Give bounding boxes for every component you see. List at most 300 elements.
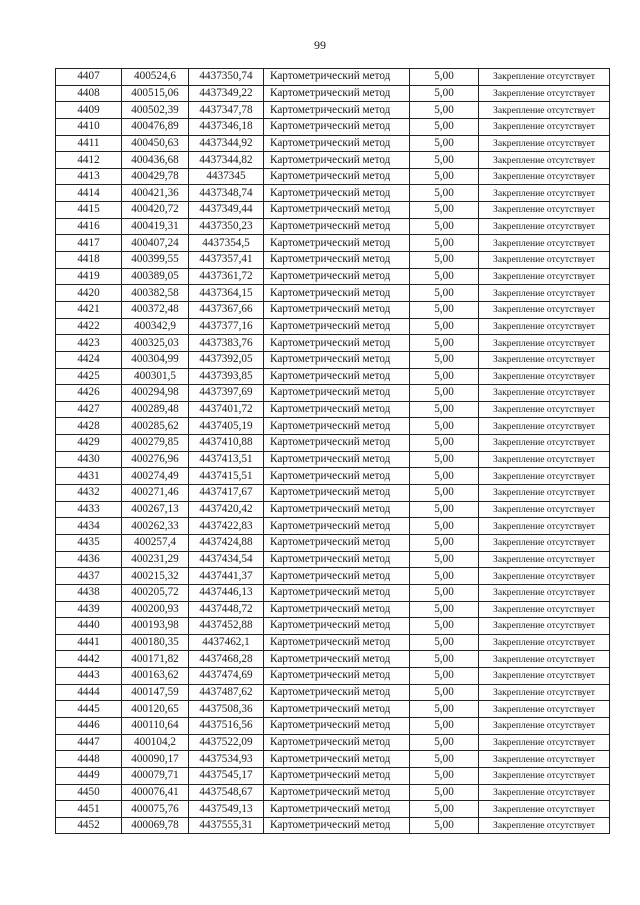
method-cell: Картометрический метод <box>264 601 410 618</box>
method-cell: Картометрический метод <box>264 168 410 185</box>
fixing-note-cell: Закрепление отсутствует <box>479 634 610 651</box>
table-row <box>56 717 610 734</box>
accuracy-cell: 5,00 <box>410 69 479 86</box>
y-coordinate-cell: 4437413,51 <box>189 451 264 468</box>
y-coordinate-cell: 4437361,72 <box>189 268 264 285</box>
method-cell: Картометрический метод <box>264 368 410 385</box>
accuracy-cell: 5,00 <box>410 534 479 551</box>
y-coordinate-cell: 4437534,93 <box>189 751 264 768</box>
y-coordinate-cell: 4437347,78 <box>189 102 264 119</box>
coordinates-table <box>55 68 610 834</box>
y-coordinate-cell: 4437349,22 <box>189 85 264 102</box>
point-number-cell: 4439 <box>56 601 122 618</box>
method-cell: Картометрический метод <box>264 152 410 169</box>
fixing-note-cell: Закрепление отсутствует <box>479 651 610 668</box>
fixing-note-cell: Закрепление отсутствует <box>479 102 610 119</box>
table-row <box>56 701 610 718</box>
table-row <box>56 218 610 235</box>
table-row <box>56 684 610 701</box>
point-number-cell: 4443 <box>56 668 122 685</box>
y-coordinate-cell: 4437549,13 <box>189 801 264 818</box>
accuracy-cell: 5,00 <box>410 801 479 818</box>
fixing-note-cell: Закрепление отсутствует <box>479 235 610 252</box>
x-coordinate-cell: 400301,5 <box>122 368 189 385</box>
fixing-note-cell: Закрепление отсутствует <box>479 301 610 318</box>
method-cell: Картометрический метод <box>264 551 410 568</box>
y-coordinate-cell: 4437354,5 <box>189 235 264 252</box>
table-row <box>56 301 610 318</box>
accuracy-cell: 5,00 <box>410 501 479 518</box>
x-coordinate-cell: 400524,6 <box>122 69 189 86</box>
accuracy-cell: 5,00 <box>410 185 479 202</box>
x-coordinate-cell: 400399,55 <box>122 252 189 269</box>
method-cell: Картометрический метод <box>264 268 410 285</box>
fixing-note-cell: Закрепление отсутствует <box>479 568 610 585</box>
table-row <box>56 568 610 585</box>
accuracy-cell: 5,00 <box>410 518 479 535</box>
fixing-note-cell: Закрепление отсутствует <box>479 534 610 551</box>
point-number-cell: 4445 <box>56 701 122 718</box>
y-coordinate-cell: 4437367,66 <box>189 301 264 318</box>
y-coordinate-cell: 4437487,62 <box>189 684 264 701</box>
method-cell: Картометрический метод <box>264 69 410 86</box>
x-coordinate-cell: 400147,59 <box>122 684 189 701</box>
accuracy-cell: 5,00 <box>410 152 479 169</box>
fixing-note-cell: Закрепление отсутствует <box>479 85 610 102</box>
fixing-note-cell: Закрепление отсутствует <box>479 252 610 269</box>
point-number-cell: 4423 <box>56 335 122 352</box>
x-coordinate-cell: 400342,9 <box>122 318 189 335</box>
table-row <box>56 285 610 302</box>
accuracy-cell: 5,00 <box>410 252 479 269</box>
accuracy-cell: 5,00 <box>410 468 479 485</box>
method-cell: Картометрический метод <box>264 684 410 701</box>
table-row <box>56 451 610 468</box>
point-number-cell: 4428 <box>56 418 122 435</box>
method-cell: Картометрический метод <box>264 701 410 718</box>
table-row <box>56 468 610 485</box>
accuracy-cell: 5,00 <box>410 418 479 435</box>
accuracy-cell: 5,00 <box>410 684 479 701</box>
accuracy-cell: 5,00 <box>410 767 479 784</box>
x-coordinate-cell: 400515,06 <box>122 85 189 102</box>
method-cell: Картометрический метод <box>264 734 410 751</box>
accuracy-cell: 5,00 <box>410 401 479 418</box>
point-number-cell: 4410 <box>56 118 122 135</box>
y-coordinate-cell: 4437508,36 <box>189 701 264 718</box>
fixing-note-cell: Закрепление отсутствует <box>479 69 610 86</box>
point-number-cell: 4432 <box>56 485 122 502</box>
method-cell: Картометрический метод <box>264 501 410 518</box>
method-cell: Картометрический метод <box>264 351 410 368</box>
accuracy-cell: 5,00 <box>410 601 479 618</box>
point-number-cell: 4440 <box>56 618 122 635</box>
accuracy-cell: 5,00 <box>410 85 479 102</box>
x-coordinate-cell: 400076,41 <box>122 784 189 801</box>
fixing-note-cell: Закрепление отсутствует <box>479 451 610 468</box>
point-number-cell: 4448 <box>56 751 122 768</box>
x-coordinate-cell: 400079,71 <box>122 767 189 784</box>
accuracy-cell: 5,00 <box>410 351 479 368</box>
y-coordinate-cell: 4437349,44 <box>189 202 264 219</box>
accuracy-cell: 5,00 <box>410 784 479 801</box>
y-coordinate-cell: 4437417,67 <box>189 485 264 502</box>
fixing-note-cell: Закрепление отсутствует <box>479 701 610 718</box>
fixing-note-cell: Закрепление отсутствует <box>479 468 610 485</box>
accuracy-cell: 5,00 <box>410 385 479 402</box>
method-cell: Картометрический метод <box>264 335 410 352</box>
fixing-note-cell: Закрепление отсутствует <box>479 717 610 734</box>
point-number-cell: 4451 <box>56 801 122 818</box>
method-cell: Картометрический метод <box>264 651 410 668</box>
table-row <box>56 501 610 518</box>
x-coordinate-cell: 400276,96 <box>122 451 189 468</box>
fixing-note-cell: Закрепление отсутствует <box>479 817 610 834</box>
method-cell: Картометрический метод <box>264 418 410 435</box>
fixing-note-cell: Закрепление отсутствует <box>479 401 610 418</box>
x-coordinate-cell: 400262,33 <box>122 518 189 535</box>
table-row <box>56 418 610 435</box>
table-row <box>56 751 610 768</box>
y-coordinate-cell: 4437545,17 <box>189 767 264 784</box>
point-number-cell: 4426 <box>56 385 122 402</box>
table-row <box>56 368 610 385</box>
point-number-cell: 4411 <box>56 135 122 152</box>
x-coordinate-cell: 400110,64 <box>122 717 189 734</box>
table-row <box>56 601 610 618</box>
accuracy-cell: 5,00 <box>410 168 479 185</box>
x-coordinate-cell: 400382,58 <box>122 285 189 302</box>
y-coordinate-cell: 4437393,85 <box>189 368 264 385</box>
table-row <box>56 618 610 635</box>
point-number-cell: 4433 <box>56 501 122 518</box>
table-row <box>56 185 610 202</box>
fixing-note-cell: Закрепление отсутствует <box>479 152 610 169</box>
x-coordinate-cell: 400257,4 <box>122 534 189 551</box>
accuracy-cell: 5,00 <box>410 268 479 285</box>
y-coordinate-cell: 4437446,13 <box>189 584 264 601</box>
table-row <box>56 435 610 452</box>
point-number-cell: 4430 <box>56 451 122 468</box>
point-number-cell: 4422 <box>56 318 122 335</box>
table-row <box>56 252 610 269</box>
fixing-note-cell: Закрепление отсутствует <box>479 168 610 185</box>
method-cell: Картометрический метод <box>264 451 410 468</box>
table-row <box>56 318 610 335</box>
method-cell: Картометрический метод <box>264 568 410 585</box>
method-cell: Картометрический метод <box>264 817 410 834</box>
method-cell: Картометрический метод <box>264 85 410 102</box>
x-coordinate-cell: 400231,29 <box>122 551 189 568</box>
x-coordinate-cell: 400421,36 <box>122 185 189 202</box>
x-coordinate-cell: 400274,49 <box>122 468 189 485</box>
point-number-cell: 4438 <box>56 584 122 601</box>
point-number-cell: 4421 <box>56 301 122 318</box>
method-cell: Картометрический метод <box>264 301 410 318</box>
y-coordinate-cell: 4437345 <box>189 168 264 185</box>
y-coordinate-cell: 4437420,42 <box>189 501 264 518</box>
point-number-cell: 4442 <box>56 651 122 668</box>
method-cell: Картометрический метод <box>264 401 410 418</box>
point-number-cell: 4427 <box>56 401 122 418</box>
y-coordinate-cell: 4437441,37 <box>189 568 264 585</box>
fixing-note-cell: Закрепление отсутствует <box>479 202 610 219</box>
table-row <box>56 401 610 418</box>
accuracy-cell: 5,00 <box>410 135 479 152</box>
accuracy-cell: 5,00 <box>410 568 479 585</box>
table-row <box>56 85 610 102</box>
fixing-note-cell: Закрепление отсутствует <box>479 185 610 202</box>
x-coordinate-cell: 400163,62 <box>122 668 189 685</box>
table-row <box>56 102 610 119</box>
point-number-cell: 4436 <box>56 551 122 568</box>
fixing-note-cell: Закрепление отсутствует <box>479 118 610 135</box>
x-coordinate-cell: 400294,98 <box>122 385 189 402</box>
x-coordinate-cell: 400476,89 <box>122 118 189 135</box>
table-row <box>56 235 610 252</box>
accuracy-cell: 5,00 <box>410 435 479 452</box>
y-coordinate-cell: 4437448,72 <box>189 601 264 618</box>
fixing-note-cell: Закрепление отсутствует <box>479 218 610 235</box>
y-coordinate-cell: 4437350,23 <box>189 218 264 235</box>
table-row <box>56 817 610 834</box>
y-coordinate-cell: 4437346,18 <box>189 118 264 135</box>
y-coordinate-cell: 4437357,41 <box>189 252 264 269</box>
accuracy-cell: 5,00 <box>410 285 479 302</box>
point-number-cell: 4419 <box>56 268 122 285</box>
fixing-note-cell: Закрепление отсутствует <box>479 285 610 302</box>
point-number-cell: 4446 <box>56 717 122 734</box>
x-coordinate-cell: 400419,31 <box>122 218 189 235</box>
x-coordinate-cell: 400205,72 <box>122 584 189 601</box>
accuracy-cell: 5,00 <box>410 102 479 119</box>
table-row <box>56 734 610 751</box>
point-number-cell: 4429 <box>56 435 122 452</box>
method-cell: Картометрический метод <box>264 185 410 202</box>
y-coordinate-cell: 4437555,31 <box>189 817 264 834</box>
point-number-cell: 4431 <box>56 468 122 485</box>
point-number-cell: 4409 <box>56 102 122 119</box>
fixing-note-cell: Закрепление отсутствует <box>479 767 610 784</box>
y-coordinate-cell: 4437452,88 <box>189 618 264 635</box>
method-cell: Картометрический метод <box>264 717 410 734</box>
table-row <box>56 168 610 185</box>
x-coordinate-cell: 400090,17 <box>122 751 189 768</box>
method-cell: Картометрический метод <box>264 485 410 502</box>
accuracy-cell: 5,00 <box>410 817 479 834</box>
method-cell: Картометрический метод <box>264 584 410 601</box>
point-number-cell: 4444 <box>56 684 122 701</box>
x-coordinate-cell: 400171,82 <box>122 651 189 668</box>
x-coordinate-cell: 400285,62 <box>122 418 189 435</box>
fixing-note-cell: Закрепление отсутствует <box>479 485 610 502</box>
y-coordinate-cell: 4437383,76 <box>189 335 264 352</box>
method-cell: Картометрический метод <box>264 385 410 402</box>
method-cell: Картометрический метод <box>264 634 410 651</box>
accuracy-cell: 5,00 <box>410 634 479 651</box>
x-coordinate-cell: 400389,05 <box>122 268 189 285</box>
accuracy-cell: 5,00 <box>410 751 479 768</box>
x-coordinate-cell: 400271,46 <box>122 485 189 502</box>
accuracy-cell: 5,00 <box>410 551 479 568</box>
method-cell: Картометрический метод <box>264 218 410 235</box>
table-row <box>56 634 610 651</box>
table-row <box>56 202 610 219</box>
x-coordinate-cell: 400325,03 <box>122 335 189 352</box>
y-coordinate-cell: 4437516,56 <box>189 717 264 734</box>
table-row <box>56 385 610 402</box>
accuracy-cell: 5,00 <box>410 318 479 335</box>
point-number-cell: 4415 <box>56 202 122 219</box>
point-number-cell: 4450 <box>56 784 122 801</box>
method-cell: Картометрический метод <box>264 767 410 784</box>
fixing-note-cell: Закрепление отсутствует <box>479 551 610 568</box>
x-coordinate-cell: 400200,93 <box>122 601 189 618</box>
method-cell: Картометрический метод <box>264 235 410 252</box>
fixing-note-cell: Закрепление отсутствует <box>479 368 610 385</box>
accuracy-cell: 5,00 <box>410 734 479 751</box>
point-number-cell: 4425 <box>56 368 122 385</box>
method-cell: Картометрический метод <box>264 751 410 768</box>
page-number: 99 <box>314 38 326 52</box>
accuracy-cell: 5,00 <box>410 301 479 318</box>
x-coordinate-cell: 400450,63 <box>122 135 189 152</box>
y-coordinate-cell: 4437344,82 <box>189 152 264 169</box>
point-number-cell: 4424 <box>56 351 122 368</box>
y-coordinate-cell: 4437415,51 <box>189 468 264 485</box>
point-number-cell: 4452 <box>56 817 122 834</box>
method-cell: Картометрический метод <box>264 534 410 551</box>
y-coordinate-cell: 4437434,54 <box>189 551 264 568</box>
fixing-note-cell: Закрепление отсутствует <box>479 668 610 685</box>
y-coordinate-cell: 4437348,74 <box>189 185 264 202</box>
y-coordinate-cell: 4437468,28 <box>189 651 264 668</box>
fixing-note-cell: Закрепление отсутствует <box>479 351 610 368</box>
table-row <box>56 584 610 601</box>
method-cell: Картометрический метод <box>264 518 410 535</box>
table-row <box>56 518 610 535</box>
point-number-cell: 4417 <box>56 235 122 252</box>
point-number-cell: 4407 <box>56 69 122 86</box>
x-coordinate-cell: 400407,24 <box>122 235 189 252</box>
table-row <box>56 135 610 152</box>
accuracy-cell: 5,00 <box>410 668 479 685</box>
method-cell: Картометрический метод <box>264 202 410 219</box>
y-coordinate-cell: 4437350,74 <box>189 69 264 86</box>
accuracy-cell: 5,00 <box>410 701 479 718</box>
table-row <box>56 801 610 818</box>
accuracy-cell: 5,00 <box>410 618 479 635</box>
fixing-note-cell: Закрепление отсутствует <box>479 751 610 768</box>
y-coordinate-cell: 4437405,19 <box>189 418 264 435</box>
x-coordinate-cell: 400180,35 <box>122 634 189 651</box>
y-coordinate-cell: 4437377,16 <box>189 318 264 335</box>
table-row <box>56 551 610 568</box>
point-number-cell: 4418 <box>56 252 122 269</box>
point-number-cell: 4416 <box>56 218 122 235</box>
table-row <box>56 651 610 668</box>
fixing-note-cell: Закрепление отсутствует <box>479 135 610 152</box>
accuracy-cell: 5,00 <box>410 651 479 668</box>
fixing-note-cell: Закрепление отсутствует <box>479 801 610 818</box>
method-cell: Картометрический метод <box>264 135 410 152</box>
accuracy-cell: 5,00 <box>410 235 479 252</box>
table-row <box>56 668 610 685</box>
accuracy-cell: 5,00 <box>410 451 479 468</box>
table-row <box>56 118 610 135</box>
y-coordinate-cell: 4437424,88 <box>189 534 264 551</box>
x-coordinate-cell: 400502,39 <box>122 102 189 119</box>
fixing-note-cell: Закрепление отсутствует <box>479 318 610 335</box>
x-coordinate-cell: 400289,48 <box>122 401 189 418</box>
fixing-note-cell: Закрепление отсутствует <box>479 518 610 535</box>
accuracy-cell: 5,00 <box>410 485 479 502</box>
point-number-cell: 4408 <box>56 85 122 102</box>
fixing-note-cell: Закрепление отсутствует <box>479 734 610 751</box>
method-cell: Картометрический метод <box>264 801 410 818</box>
fixing-note-cell: Закрепление отсутствует <box>479 684 610 701</box>
accuracy-cell: 5,00 <box>410 335 479 352</box>
method-cell: Картометрический метод <box>264 252 410 269</box>
y-coordinate-cell: 4437474,69 <box>189 668 264 685</box>
table-row <box>56 784 610 801</box>
fixing-note-cell: Закрепление отсутствует <box>479 418 610 435</box>
y-coordinate-cell: 4437548,67 <box>189 784 264 801</box>
accuracy-cell: 5,00 <box>410 118 479 135</box>
accuracy-cell: 5,00 <box>410 202 479 219</box>
method-cell: Картометрический метод <box>264 285 410 302</box>
x-coordinate-cell: 400193,98 <box>122 618 189 635</box>
x-coordinate-cell: 400215,32 <box>122 568 189 585</box>
accuracy-cell: 5,00 <box>410 218 479 235</box>
point-number-cell: 4413 <box>56 168 122 185</box>
table-row <box>56 534 610 551</box>
y-coordinate-cell: 4437364,15 <box>189 285 264 302</box>
x-coordinate-cell: 400075,76 <box>122 801 189 818</box>
coordinates-table-body <box>56 69 610 834</box>
x-coordinate-cell: 400429,78 <box>122 168 189 185</box>
fixing-note-cell: Закрепление отсутствует <box>479 584 610 601</box>
table-row <box>56 767 610 784</box>
fixing-note-cell: Закрепление отсутствует <box>479 601 610 618</box>
y-coordinate-cell: 4437397,69 <box>189 385 264 402</box>
method-cell: Картометрический метод <box>264 118 410 135</box>
point-number-cell: 4434 <box>56 518 122 535</box>
method-cell: Картометрический метод <box>264 468 410 485</box>
table-row <box>56 335 610 352</box>
method-cell: Картометрический метод <box>264 668 410 685</box>
fixing-note-cell: Закрепление отсутствует <box>479 335 610 352</box>
table-row <box>56 485 610 502</box>
fixing-note-cell: Закрепление отсутствует <box>479 268 610 285</box>
point-number-cell: 4447 <box>56 734 122 751</box>
x-coordinate-cell: 400120,65 <box>122 701 189 718</box>
y-coordinate-cell: 4437462,1 <box>189 634 264 651</box>
point-number-cell: 4412 <box>56 152 122 169</box>
x-coordinate-cell: 400104,2 <box>122 734 189 751</box>
x-coordinate-cell: 400420,72 <box>122 202 189 219</box>
accuracy-cell: 5,00 <box>410 584 479 601</box>
x-coordinate-cell: 400372,48 <box>122 301 189 318</box>
accuracy-cell: 5,00 <box>410 368 479 385</box>
table-row <box>56 268 610 285</box>
method-cell: Картометрический метод <box>264 618 410 635</box>
point-number-cell: 4437 <box>56 568 122 585</box>
x-coordinate-cell: 400279,85 <box>122 435 189 452</box>
y-coordinate-cell: 4437344,92 <box>189 135 264 152</box>
method-cell: Картометрический метод <box>264 435 410 452</box>
y-coordinate-cell: 4437422,83 <box>189 518 264 535</box>
